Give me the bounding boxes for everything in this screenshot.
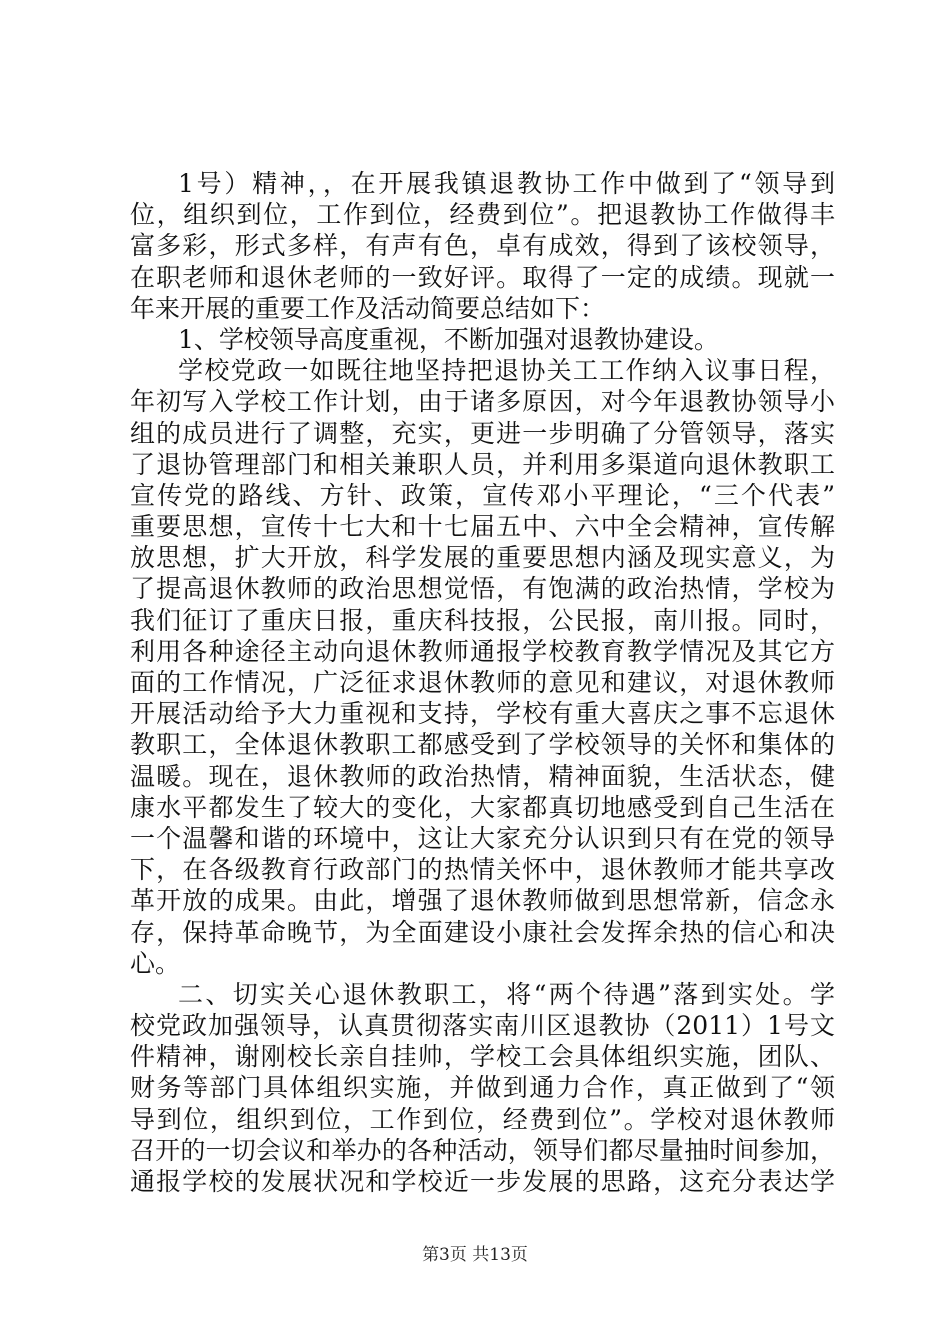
text-line: 导到位，组织到位，工作到位，经费到位”。学校对退休教师 [130, 1104, 835, 1134]
text-line: 康水平都发生了较大的变化，大家都真切地感受到自己生活在 [130, 792, 835, 822]
text-line: 年初写入学校工作计划，由于诸多原因，对今年退教协领导小 [130, 387, 835, 417]
text-line: 通报学校的发展状况和学校近一步发展的思路，这充分表达学 [130, 1167, 835, 1196]
text-line: 了提高退休教师的政治思想觉悟，有饱满的政治热情，学校为 [130, 574, 835, 604]
text-line: 利用各种途径主动向退休教师通报学校教育教学情况及其它方 [130, 636, 835, 666]
text-line: 1号）精神，，在开展我镇退教协工作中做到了“领导到 [178, 169, 835, 198]
text-line: 召开的一切会议和举办的各种活动，领导们都尽量抽时间参加， [130, 1135, 835, 1165]
text-line: 重要思想，宣传十七大和十七届五中、六中全会精神，宣传解 [130, 512, 835, 542]
text-line: 我们征订了重庆日报，重庆科技报，公民报，南川报。同时， [130, 605, 835, 635]
text-line: 件精神，谢刚校长亲自挂帅，学校工会具体组织实施，团队、 [130, 1042, 835, 1072]
text-line: 心。 [130, 948, 181, 978]
page-footer: 第3页 共13页 [422, 1245, 528, 1265]
text-line: 富多彩，形式多样，有声有色，卓有成效，得到了该校领导， [130, 231, 835, 261]
text-line: 放思想，扩大开放，科学发展的重要思想内涵及现实意义，为 [130, 543, 835, 573]
text-line: 一个温馨和谐的环境中，这让大家充分认识到只有在党的领导 [130, 823, 835, 853]
text-line: 面的工作情况，广泛征求退休教师的意见和建议，对退休教师 [130, 668, 835, 697]
text-line: 开展活动给予大力重视和支持，学校有重大喜庆之事不忘退休 [130, 699, 835, 729]
text-line: 存，保持革命晚节，为全面建设小康社会发挥余热的信心和决 [130, 917, 835, 947]
text-line: 了退协管理部门和相关兼职人员，并利用多渠道向退休教职工 [130, 449, 835, 479]
text-line: 1、学校领导高度重视，不断加强对退教协建设。 [178, 324, 719, 354]
body-text [130, 168, 835, 1197]
text-line: 组的成员进行了调整，充实，更进一步明确了分管领导，落实 [130, 418, 835, 448]
text-line: 在职老师和退休老师的一致好评。取得了一定的成绩。现就一 [130, 262, 835, 292]
text-line: 二、切实关心退休教职工，将“两个待遇”落到实处。学 [178, 979, 835, 1009]
text-line: 温暖。现在，退休教师的政治热情，精神面貌，生活状态，健 [130, 761, 835, 791]
text-line: 教职工，全体退休教职工都感受到了学校领导的关怀和集体的 [130, 730, 835, 760]
text-line: 校党政加强领导，认真贯彻落实南川区退教协（2011）1号文 [130, 1011, 835, 1041]
text-line: 位，组织到位，工作到位，经费到位”。把退教协工作做得丰 [130, 200, 835, 230]
text-line: 年来开展的重要工作及活动简要总结如下： [130, 293, 606, 323]
text-line: 学校党政一如既往地坚持把退协关工工作纳入议事日程， [178, 356, 835, 386]
text-line: 下，在各级教育行政部门的热情关怀中，退休教师才能共享改 [130, 855, 835, 885]
text-line: 革开放的成果。由此，增强了退休教师做到思想常新，信念永 [130, 886, 835, 916]
text-line: 财务等部门具体组织实施，并做到通力合作，真正做到了“领 [130, 1073, 835, 1103]
text-line: 宣传党的路线、方针、政策，宣传邓小平理论，“三个代表” [130, 480, 835, 510]
